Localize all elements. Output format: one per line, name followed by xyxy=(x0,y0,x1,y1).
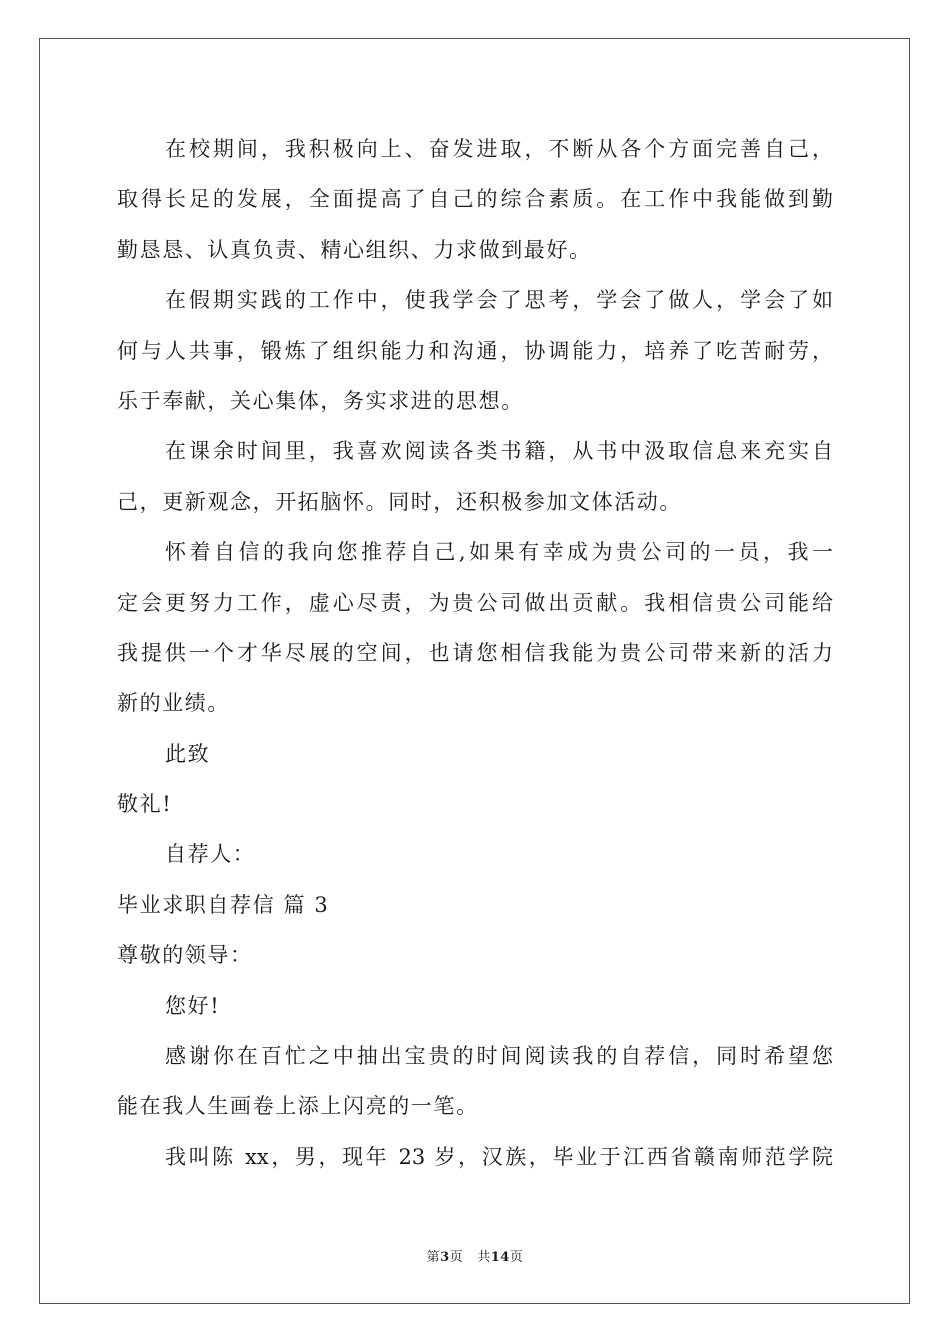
text-line: 您好! xyxy=(165,993,221,1018)
text-line: 自荐人： xyxy=(165,842,256,867)
current-page-number: 3 xyxy=(440,1250,450,1265)
total-label-prefix: 共 xyxy=(477,1250,491,1265)
text-line: 此致 xyxy=(165,741,211,766)
page-label-suffix: 页 xyxy=(449,1250,464,1265)
page-label-prefix: 第 xyxy=(426,1250,441,1265)
page-footer xyxy=(0,1246,950,1265)
text-line: 新的业绩。 xyxy=(117,691,230,716)
text-line: 在校期间，我积极向上、奋发进取，不断从各个方面完善自己， xyxy=(165,137,833,161)
total-label-suffix: 页 xyxy=(509,1250,524,1265)
text-line: 定会更努力工作，虚心尽责，为贵公司做出贡献。我相信贵公司能给 xyxy=(117,590,833,615)
document-body xyxy=(117,124,833,1182)
total-page-number: 14 xyxy=(490,1250,510,1265)
text-line: 在课余时间里，我喜欢阅读各类书籍，从书中汲取信息来充实自 xyxy=(165,439,833,464)
text-line: 己，更新观念，开拓脑怀。同时，还积极参加文体活动。 xyxy=(117,489,682,514)
text-line: 毕业求职自荐信 篇 3 xyxy=(117,892,330,917)
text-line: 尊敬的领导： xyxy=(117,943,253,968)
text-line: 取得长足的发展，全面提高了自己的综合素质。在工作中我能做到勤 xyxy=(117,187,833,212)
text-line: 感谢你在百忙之中抽出宝贵的时间阅读我的自荐信，同时希望您 xyxy=(165,1044,833,1069)
text-line: 我提供一个才华尽展的空间，也请您相信我能为贵公司带来新的活力 xyxy=(117,640,833,665)
text-line: 何与人共事，锻炼了组织能力和沟通，协调能力，培养了吃苦耐劳， xyxy=(117,338,833,363)
text-line: 乐于奉献，关心集体，务实求进的思想。 xyxy=(117,388,524,413)
text-line: 在假期实践的工作中，使我学会了思考，学会了做人，学会了如 xyxy=(165,288,833,313)
text-line: 我叫陈 xx，男，现年 23 岁，汉族，毕业于江西省赣南师范学院 xyxy=(165,1144,833,1169)
text-line: 勤恳恳、认真负责、精心组织、力求做到最好。 xyxy=(117,237,592,262)
text-line: 敬礼! xyxy=(117,792,173,817)
text-line: 能在我人生画卷上添上闪亮的一笔。 xyxy=(117,1094,479,1119)
text-line: 怀着自信的我向您推荐自己,如果有幸成为贵公司的一员，我一 xyxy=(165,540,833,565)
